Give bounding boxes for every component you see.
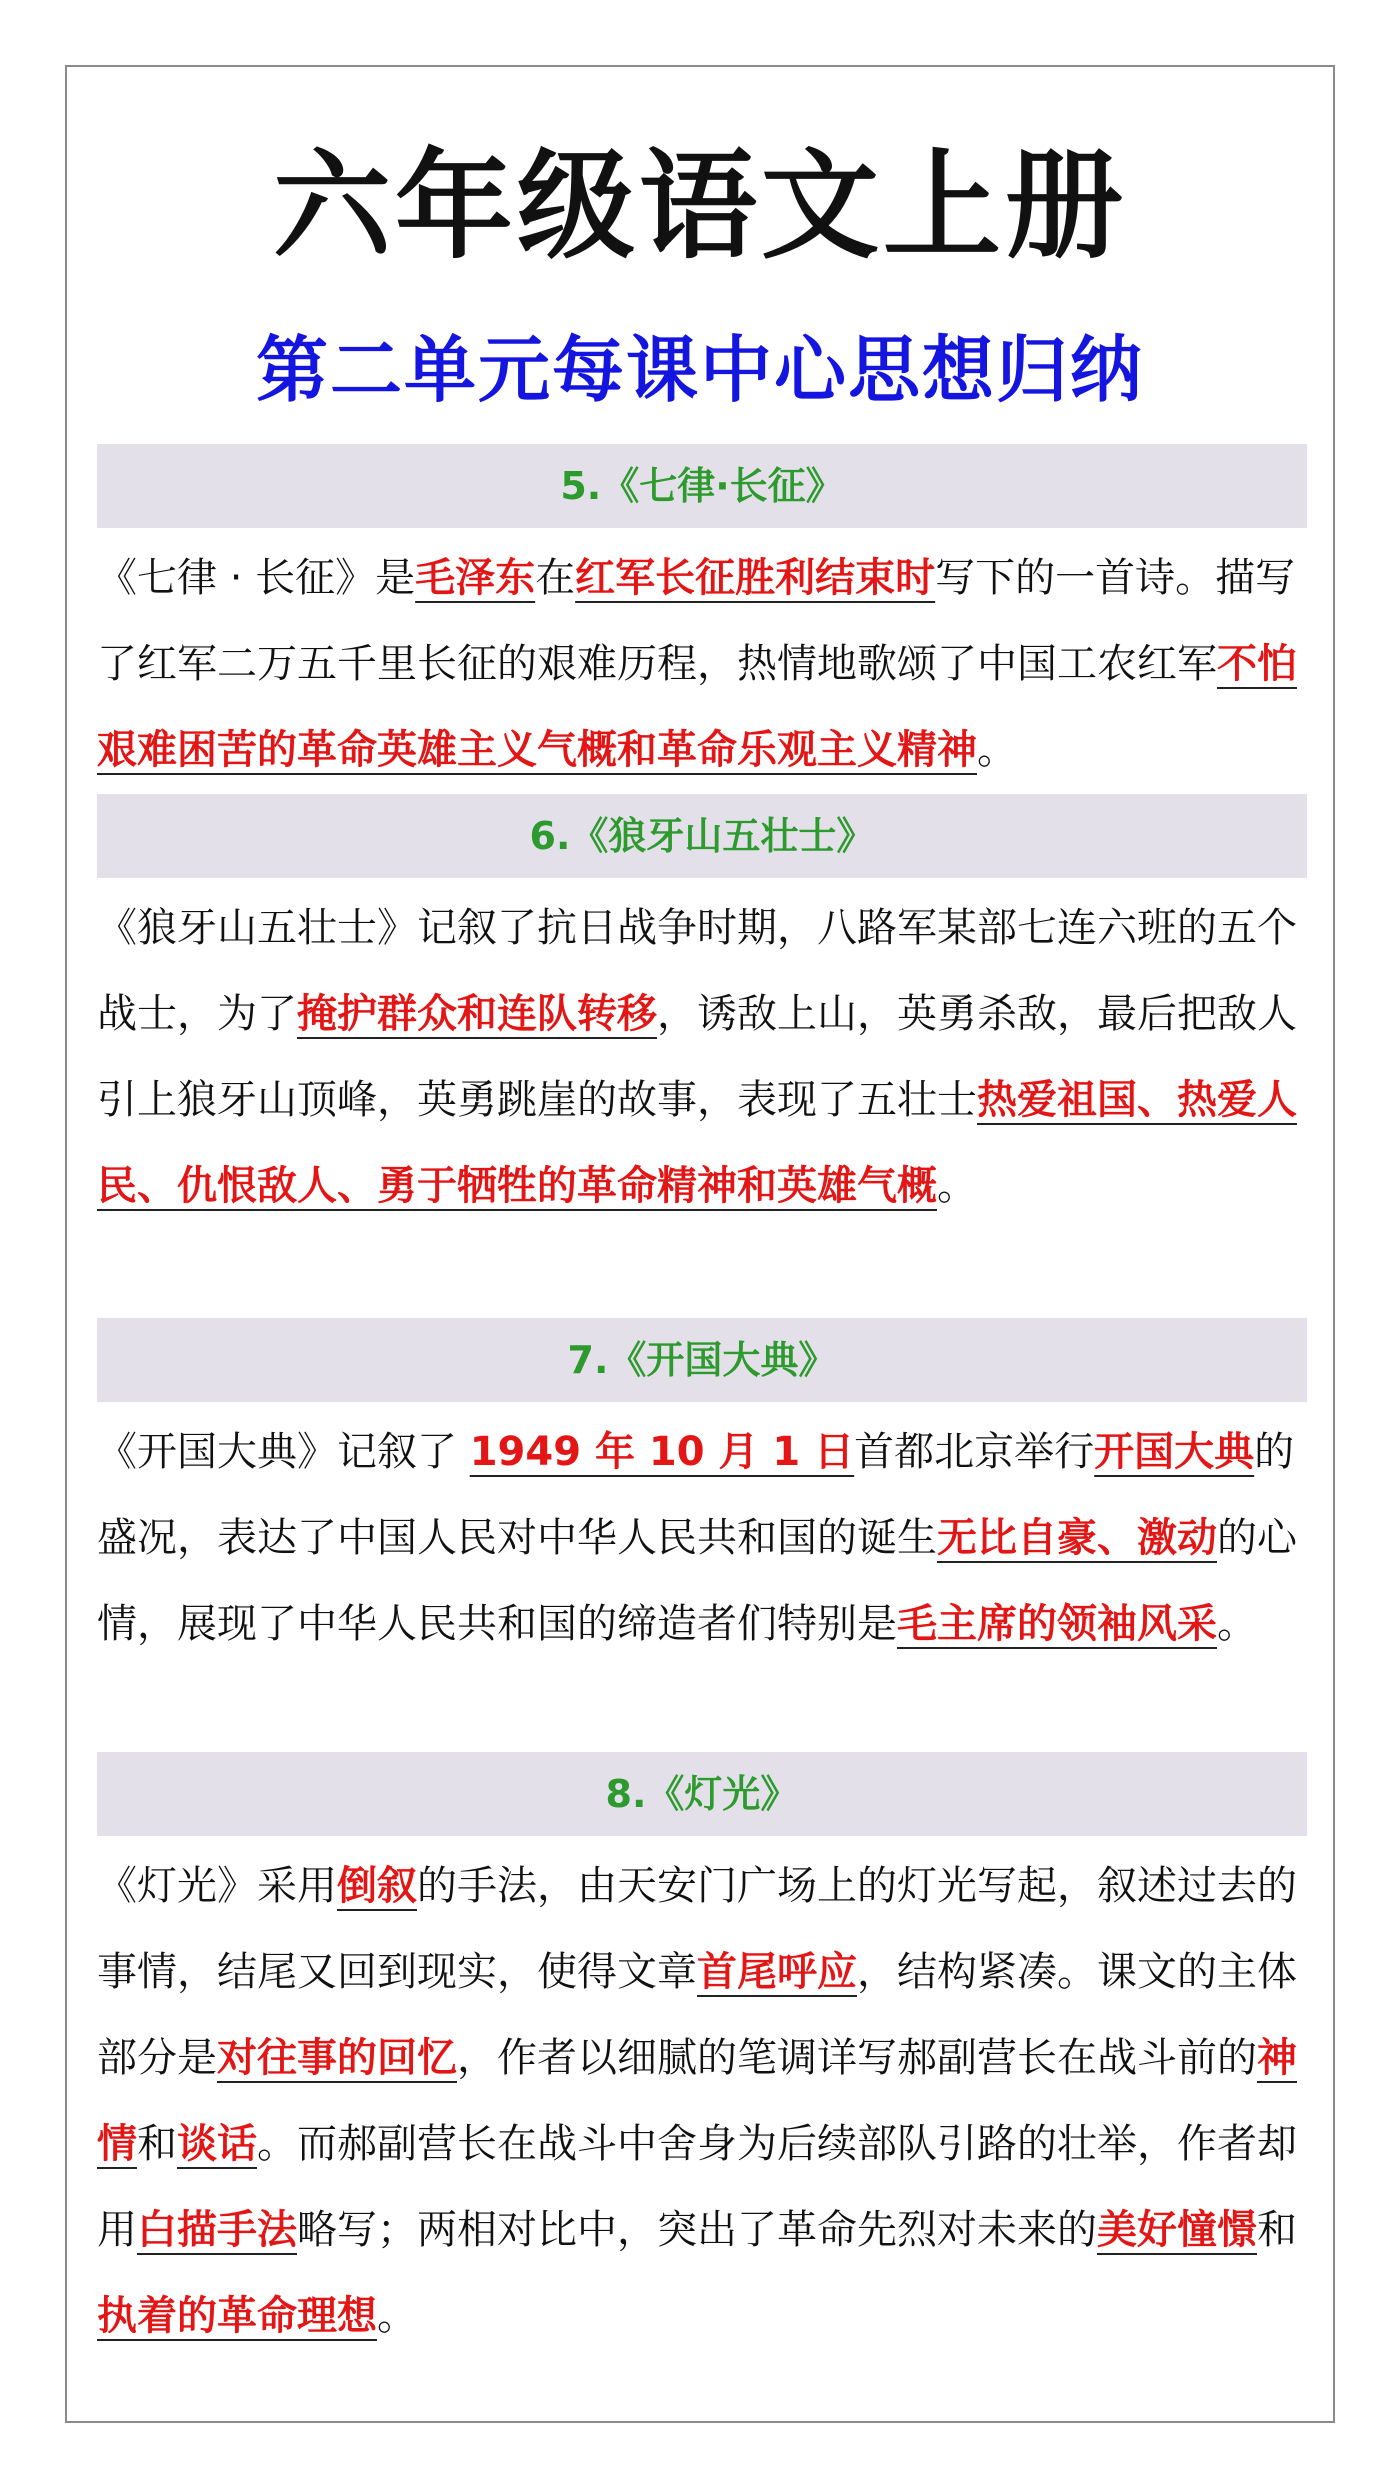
text: 在 [535,555,576,601]
keyword: 白描手法 [137,2207,297,2253]
text: 写下的一首诗。描写了红军二万五千里长征的艰难历程，热情地歌颂了中国工农红军 [97,555,1296,687]
text: 的盛况，表达了中国人民对中华人民共和国的诞生 [97,1429,1295,1561]
keyword: 谈话 [177,2121,257,2167]
text: 《开国大典》记叙了 [97,1429,470,1475]
keyword: 1949 年 10 月 1 日 [469,1429,855,1475]
section-heading-8: 8.《灯光》 [97,1752,1307,1836]
document-page [65,65,1335,2423]
keyword: 首尾呼应 [697,1949,857,1995]
keyword: 美好憧憬 [1097,2207,1257,2253]
section-heading-6: 6.《狼牙山五壮士》 [97,794,1307,878]
text: ，诱敌上山，英勇杀敌，最后把敌人引上狼牙山顶峰，英勇跳崖的故事，表现了五壮士 [97,991,1297,1123]
keyword: 无比自豪、激动 [937,1515,1217,1561]
text: 的手法，由天安门广场上的灯光写起，叙述过去的事情，结尾又回到现实，使得文章 [97,1863,1297,1995]
section-body-8 [97,1843,1307,2359]
page-title: 六年级语文上册 [272,137,1127,275]
text: 。 [977,727,1017,773]
page-subtitle: 第二单元每课中心思想归纳 [255,328,1144,412]
section-body-6 [97,885,1307,1229]
text: 。 [937,1163,977,1209]
keyword: 掩护群众和连队转移 [297,991,657,1037]
keyword: 毛主席的领袖风采 [897,1601,1217,1647]
keyword: 红军长征胜利结束时 [575,555,936,601]
section-body-5 [97,535,1307,793]
text: 《狼牙山五壮士》记叙了抗日战争时期，八路军某部七连六班的五个战士，为了 [97,905,1297,1037]
keyword: 开国大典 [1094,1429,1255,1475]
text: 略写；两相对比中，突出了革命先烈对未来的 [297,2207,1097,2253]
keyword: 神情 [97,2035,1297,2167]
keyword: 热爱祖国、热爱人民、仇恨敌人、勇于牺牲的革命精神和英雄气概 [97,1077,1297,1209]
text: 《七律 · 长征》是 [97,555,416,601]
text: 首都北京举行 [854,1429,1095,1475]
text: ，结构紧凑。课文的主体部分是 [97,1949,1297,2081]
keyword: 毛泽东 [415,555,536,601]
keyword: 执着的革命理想 [97,2293,377,2339]
text: 《灯光》采用 [97,1863,337,1909]
text: 和 [137,2121,177,2167]
keyword: 不怕艰难困苦的革命英雄主义气概和革命乐观主义精神 [97,641,1297,773]
text: 的心情，展现了中华人民共和国的缔造者们特别是 [97,1515,1297,1647]
text: 。而郝副营长在战斗中舍身为后续部队引路的壮举，作者却用 [97,2121,1297,2253]
keyword: 对往事的回忆 [217,2035,457,2081]
section-heading-7: 7.《开国大典》 [97,1318,1307,1402]
text: ，作者以细腻的笔调详写郝副营长在战斗前的 [457,2035,1257,2081]
text: 。 [1217,1601,1257,1647]
text: 和 [1257,2207,1297,2253]
keyword: 倒叙 [337,1863,417,1909]
section-heading-5: 5.《七律·长征》 [97,444,1307,528]
section-body-7 [97,1409,1307,1667]
text: 。 [377,2293,417,2339]
